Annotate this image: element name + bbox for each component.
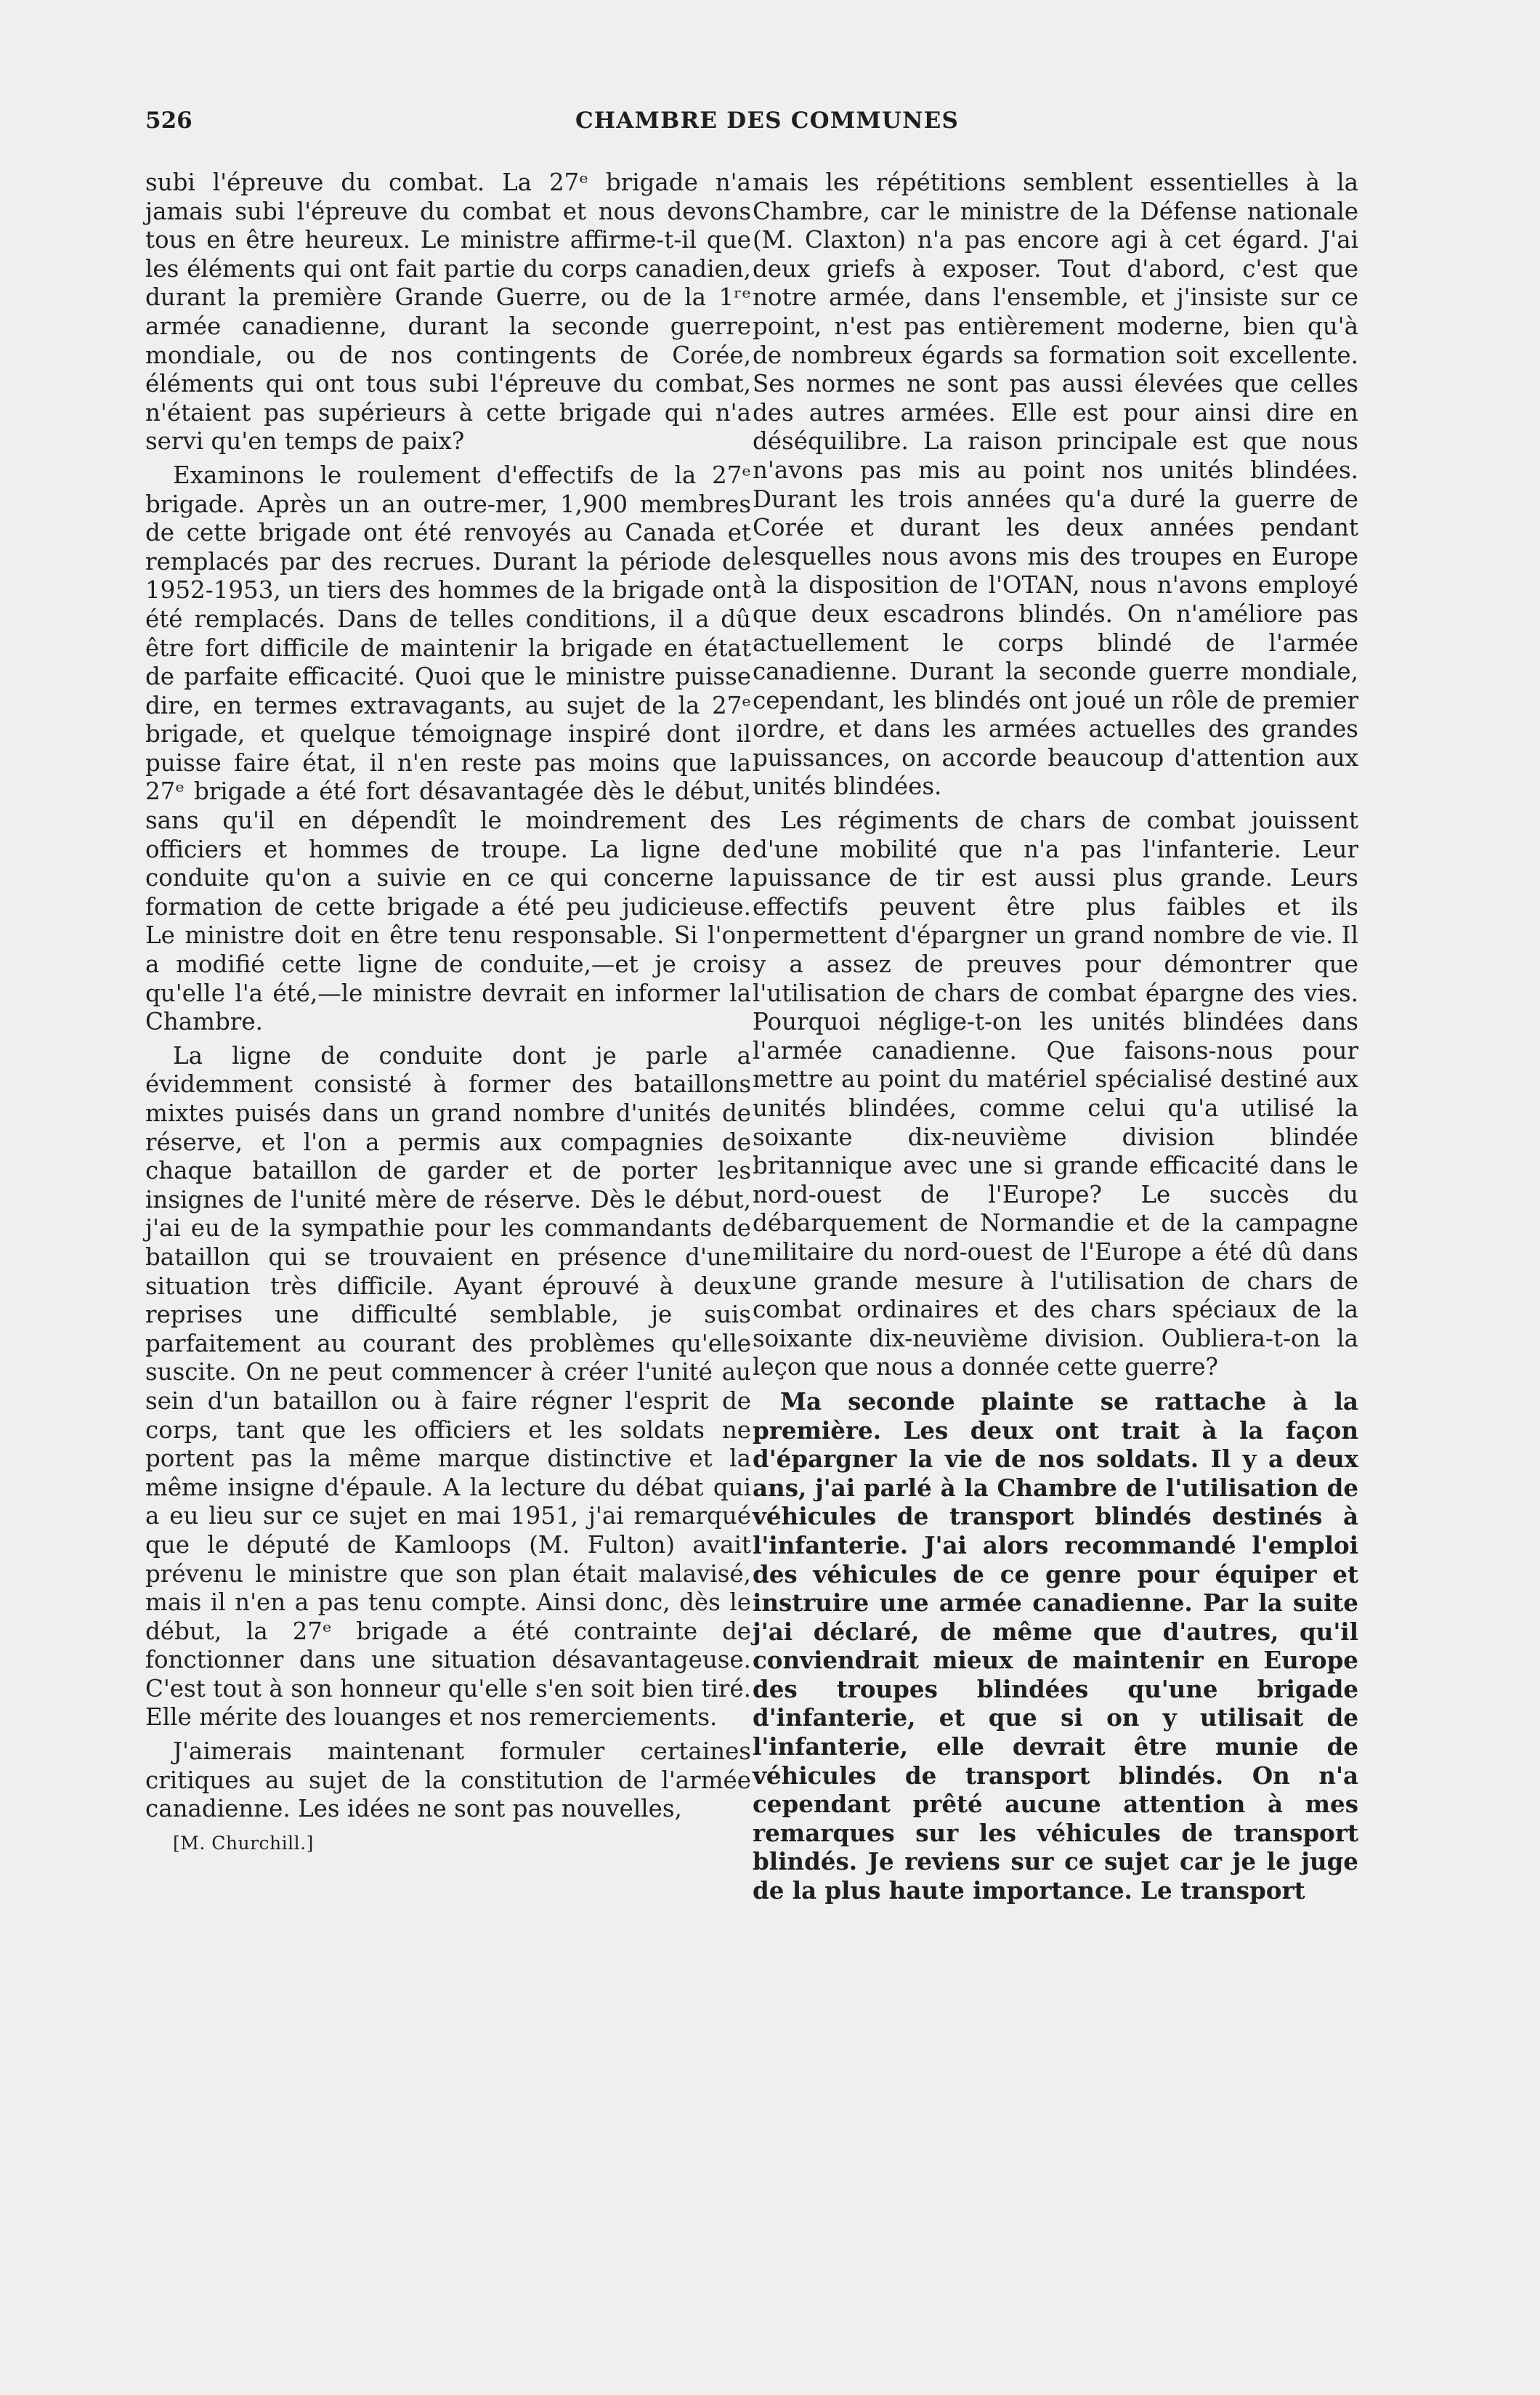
paragraph: La ligne de conduite dont je parle a évidemment consisté à former des bataillons mixtes puisés dans un grand nombre d'unités de réserve, et l'on a permis aux compagnies de chaque bataillon de garder et de porter les insignes de l'unité mère de réserve. Dès le début, j'ai eu de la sympathie pour les commandants de bataillon qui se trouvaient en présence d'une situation très difficile. Ayant éprouvé à deux reprises une difficulté semblable, je suis parfaitement au courant des problèmes qu'elle suscite. On ne peut commencer à créer l'unité au sein d'un bataillon ou à faire régner l'esprit de corps, tant que les officiers et les soldats ne portent pas la même marque distinctive et la même insigne d'épaule. A la lecture du débat qui a eu lieu sur ce sujet en mai 1951, j'ai remarqué que le député de Kamloops (M. Fulton) avait prévenu le ministre que son plan était malavisé, mais il n'en a pas tenu compte. Ainsi donc, dès le début, la 27ᵉ brigade a été contrainte de fonctionner dans une situation désavantageuse. C'est tout à son honneur qu'elle s'en soit bien tiré. Elle mérite des louanges et nos remerciements. <box>145 1041 751 1732</box>
paragraph: Les régiments de chars de combat jouissent d'une mobilité que n'a pas l'infanterie. Leur puissance de tir est aussi plus grande. Leurs effectifs peuvent être plus faibles et ils permettent d'épargner un grand nombre de vie. Il y a assez de preuves pour démontrer que l'utilisation de chars de combat épargne des vies. Pourquoi néglige-t-on les unités blindées dans l'armée canadienne. Que faisons-nous pour mettre au point du matériel spécialisé destiné aux unités blindées, comme celui qu'a utilisé la soixante dix-neuvième division blindée britannique avec une si grande efficacité dans le nord-ouest de l'Europe? Le succès du débarquement de Normandie et de la campagne militaire du nord-ouest de l'Europe a été dû dans une grande mesure à l'utilisation de chars de combat ordinaires et des chars spéciaux de la soixante dix-neuvième division. Oubliera-t-on la leçon que nous a donnée cette guerre? <box>753 807 1358 1381</box>
speaker-note: [M. Churchill.] <box>173 1832 314 1854</box>
left-column <box>145 169 751 1857</box>
paragraph: subi l'épreuve du combat. La 27ᵉ brigade n'a jamais subi l'épreuve du combat et nous devons tous en être heureux. Le ministre affirme-t-il que les éléments qui ont fait partie du corps canadien, durant la première Grande Guerre, ou de la 1ʳᵉ armée canadienne, durant la seconde guerre mondiale, ou de nos contingents de Corée, éléments qui ont tous subi l'épreuve du combat, n'étaient pas supérieurs à cette brigade qui n'a servi qu'en temps de paix? <box>145 169 751 456</box>
paragraph: Ma seconde plainte se rattache à la première. Les deux ont trait à la façon d'épargner la vie de nos soldats. Il y a deux ans, j'ai parlé à la Chambre de l'utilisation de véhicules de transport blindés destinés à l'infanterie. J'ai alors recommandé l'emploi des véhicules de ce genre pour équiper et instruire une armée canadienne. Par la suite j'ai déclaré, de même que d'autres, qu'il conviendrait mieux de maintenir en Europe des troupes blindées qu'une brigade d'infanterie, et que si on y utilisait de l'infanterie, elle devrait être munie de véhicules de transport blindés. On n'a cependant prêté aucune attention à mes remarques sur les véhicules de transport blindés. Je reviens sur ce sujet car je le juge de la plus haute importance. Le transport <box>753 1386 1358 1905</box>
paragraph: J'aimerais maintenant formuler certaines critiques au sujet de la constitution de l'armée canadienne. Les idées ne sont pas nouvelles, <box>145 1737 751 1823</box>
right-column <box>753 169 1358 1905</box>
paragraph: mais les répétitions semblent essentielles à la Chambre, car le ministre de la Défense nationale (M. Claxton) n'a pas encore agi à cet égard. J'ai deux griefs à exposer. Tout d'abord, c'est que notre armée, dans l'ensemble, et j'insiste sur ce point, n'est pas entièrement moderne, bien qu'à de nombreux égards sa formation soit excellente. Ses normes ne sont pas aussi élevées que celles des autres armées. Elle est pour ainsi dire en déséquilibre. La raison principale est que nous n'avons pas mis au point nos unités blindées. Durant les trois années qu'a duré la guerre de Corée et durant les deux années pendant lesquelles nous avons mis des troupes en Europe à la disposition de l'OTAN, nous n'avons employé que deux escadrons blindés. On n'améliore pas actuellement le corps blindé de l'armée canadienne. Durant la seconde guerre mondiale, cependant, les blindés ont joué un rôle de premier ordre, et dans les armées actuelles des grandes puissances, on accorde beaucoup d'attention aux unités blindées. <box>753 169 1358 801</box>
paragraph: Examinons le roulement d'effectifs de la 27ᵉ brigade. Après un an outre-mer, 1,900 membres de cette brigade ont été renvoyés au Canada et remplacés par des recrues. Durant la période de 1952-1953, un tiers des hommes de la brigade ont été remplacés. Dans de telles conditions, il a dû être fort difficile de maintenir la brigade en état de parfaite efficacité. Quoi que le ministre puisse dire, en termes extravagants, au sujet de la 27ᵉ brigade, et quelque témoignage inspiré dont il puisse faire état, il n'en reste pas moins que la 27ᵉ brigade a été fort désavantagée dès le début, sans qu'il en dépendît le moindrement des officiers et hommes de troupe. La ligne de conduite qu'on a suivie en ce qui concerne la formation de cette brigade a été peu judicieuse. Le ministre doit en être tenu responsable. Si l'on a modifié cette ligne de conduite,—et je crois qu'elle l'a été,—le ministre devrait en informer la Chambre. <box>145 461 751 1036</box>
running-head: CHAMBRE DES COMMUNES <box>575 108 960 134</box>
page-number: 526 <box>145 108 192 134</box>
page-header <box>145 108 1389 140</box>
